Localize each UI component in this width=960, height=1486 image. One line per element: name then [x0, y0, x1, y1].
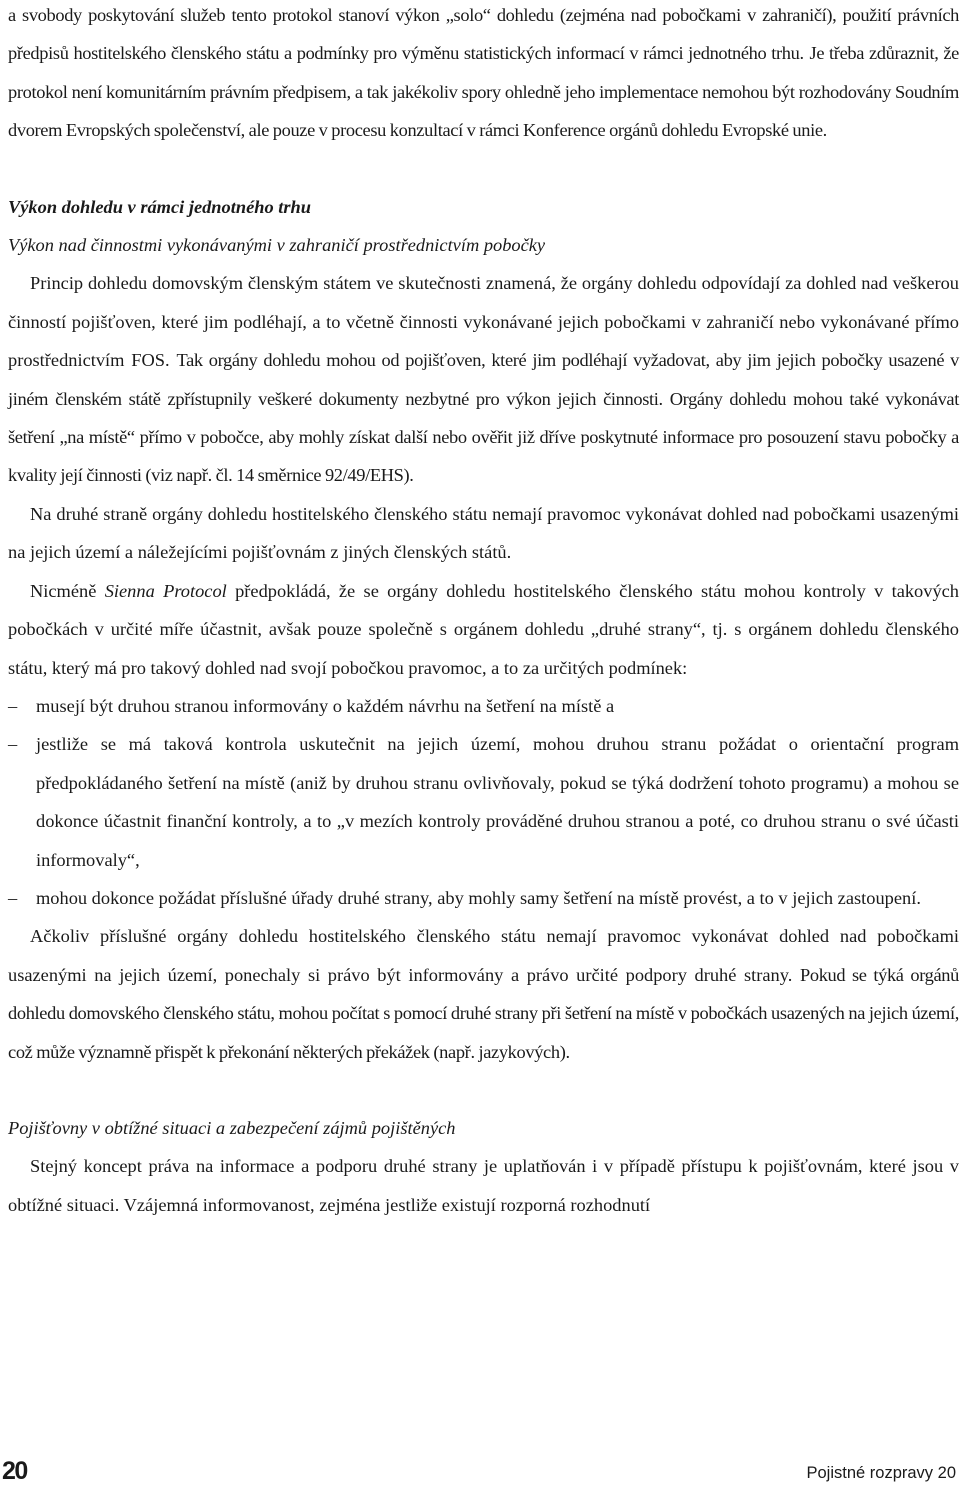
dash-bullet: – — [8, 734, 18, 755]
intro-text-continued: Je třeba zdůraznit, že protokol není komunitárním právním předpisem, a tak jakékoliv spory ohledně jeho implementace nemohou být rozhodovány Soudním dvorem Evropských společenství, ale pouze v procesu konzultací v rámci Konference orgánů dohledu Evropské unie. — [8, 43, 959, 141]
list-item-text: mohou dokonce požádat příslušné úřady druhé strany, aby mohly samy šetření na místě provést, a to v jejich zastoupení. — [36, 887, 921, 908]
sienna-protocol-name: Sienna Protocol — [104, 580, 227, 601]
body-paragraph-4-text: Ačkoliv příslušné orgány dohledu hostitelského členského státu nemají pravomoc vykonávat dohled nad pobočkami usazenými na jejich území, ponechaly si právo být informovány a právo určité podpory druhé strany. — [8, 926, 959, 985]
body-paragraph-1 — [8, 264, 959, 494]
body-paragraph-3-post: předpokládá, že se orgány dohledu hostitelského členského státu mohou kontroly v takových pobočkách v určité míře účastnit, avšak pouze společně s orgánem dohledu „druhé strany“, tj. s orgánem dohledu členského státu, který má pro takový dohled nad svojí pobočkou pravomoc, a to za určitých podmínek: — [8, 580, 960, 678]
body-paragraph-1-continued: Tak orgány dohledu mohou od pojišťoven, které jim podléhají vyžadovat, aby jim jejich pobočky usazené v jiném členském státě zpřístupnily veškeré dokumenty nezbytné pro výkon jejich činnosti. Orgány dohledu mohou také vykonávat šetření „na místě“ přímo v pobočce, aby mohly získat další nebo ověřit již dříve poskytnuté informace pro posouzení stavu pobočky a kvality její činnosti (viz např. čl. 14 směrnice 92/49/EHS). — [8, 350, 959, 486]
list-item — [8, 687, 959, 725]
body-paragraph-1-text: Princip dohledu domovským členským státem ve skutečnosti znamená, že orgány dohledu odpovídají za dohled nad veškerou činností pojišťoven, které jim podléhají, a to včetně činnosti vykonávané jejich pobočkami v zahraničí nebo vykonávané přímo prostřednictvím FOS. — [8, 273, 959, 371]
list-item-text: jestliže se má taková kontrola uskutečnit na jejich území, mohou druhou stranu požádat o orientační program předpokládaného šetření na místě (aniž by druhou stranu ovlivňovaly, pokud se týká dodržení tohoto programu) a mohou se dokonce účastnit finanční kontroly, a to „v mezích kontroly prováděné druhou stranou a poté, co druhou stranu o své účasti informovaly“, — [36, 734, 959, 870]
subsection-heading: Výkon nad činnostmi vykonávanými v zahraničí prostřednictvím pobočky — [8, 235, 546, 256]
document-page — [8, 0, 959, 1224]
body-paragraph-4-continued: Pokud se týká orgánů dohledu domovského členského státu, mohou počítat s pomocí druhé strany při šetření na místě v pobočkách usazených na jejich území, což může významně přispět k překonání některých překážek (např. jazykových). — [8, 964, 959, 1062]
body-paragraph-3-pre: Nicméně — [30, 580, 97, 601]
intro-paragraph — [8, 0, 959, 150]
subsection-heading-2: Pojišťovny v obtížné situaci a zabezpečení zájmů pojištěných — [8, 1117, 456, 1138]
intro-text-condensed: a svobody poskytování služeb tento protokol stanoví výkon „solo“ dohledu (zejména nad pobočkami v zahraničí), použití právních předpisů hostitelského členského státu a podmínky pro výměnu statistických informací v rámci jednotného trhu. — [8, 5, 959, 64]
conditions-list — [8, 687, 959, 917]
journal-title: Pojistné rozpravy 20 — [806, 1464, 956, 1482]
list-item-text: musejí být druhou stranou informovány o každém návrhu na šetření na místě a — [36, 695, 615, 716]
dash-bullet: – — [8, 887, 18, 908]
body-paragraph-2: Na druhé straně orgány dohledu hostitelského členského státu nemají pravomoc vykonávat dohled nad pobočkami usazenými na jejich území a náležejícími pojišťovnám z jiných členských států. — [8, 503, 959, 563]
section-heading: Výkon dohledu v rámci jednotného trhu — [8, 196, 311, 217]
dash-bullet: – — [8, 695, 18, 716]
body-paragraph-4 — [8, 917, 959, 1071]
list-item — [8, 879, 959, 917]
body-paragraph-5: Stejný koncept práva na informace a podporu druhé strany je uplatňován i v případě přístupu k pojišťovnám, které jsou v obtížné situaci. Vzájemná informovanost, zejména jestliže existují rozporná rozhodnutí — [8, 1156, 959, 1215]
list-item — [8, 725, 959, 879]
body-paragraph-3 — [8, 572, 959, 687]
page-number: 20 — [2, 1457, 27, 1485]
